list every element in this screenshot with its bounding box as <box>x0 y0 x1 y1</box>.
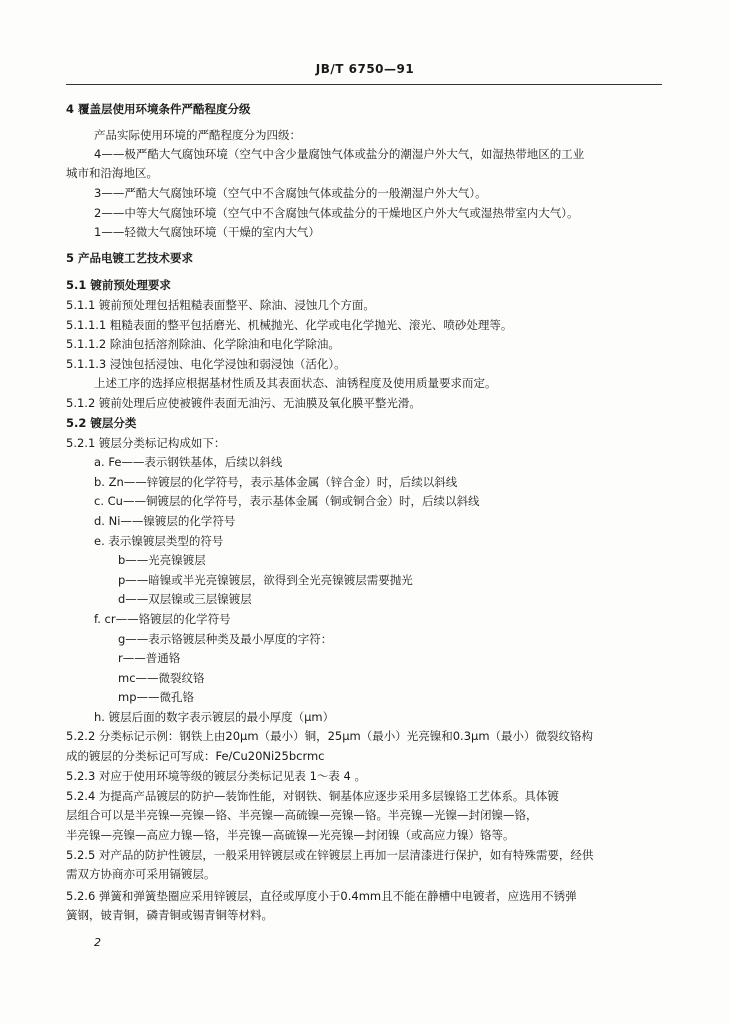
section-5-1-heading: 5.1 镀前预处理要求 <box>66 278 171 292</box>
section-4-heading: 4 覆盖层使用环境条件严酷程度分级 <box>66 102 251 116</box>
list-item: a. Fe——表示钢铁基体，后续以斜线 <box>94 455 283 469</box>
text-line: 5.2.3 对应于使用环境等级的镀层分类标记见表 1～表 4 。 <box>66 769 367 783</box>
text-line: 5.2.2 分类标记示例：钢铁上由20μm（最小）铜，25μm（最小）光亮镍和0.3μm（最小）微裂纹铬构 <box>66 729 594 743</box>
text-line: 4——极严酷大气腐蚀环境（空气中含少量腐蚀气体或盐分的潮湿户外大气，如湿热带地区的工业 <box>94 147 585 161</box>
text-line: 5.2.4 为提高产品镀层的防护—装饰性能，对钢铁、铜基体应逐步采用多层镍铬工艺体系。具体镀 <box>66 789 559 803</box>
text-line: 2——中等大气腐蚀环境（空气中不含腐蚀气体或盐分的干燥地区户外大气或湿热带室内大气）。 <box>94 206 579 220</box>
text-line: 5.2.5 对产品的防护性镀层，一般采用锌镀层或在锌镀层上再加一层清漆进行保护，如有特殊需要，经供 <box>66 848 594 862</box>
sub-list-item: b——光亮镍镀层 <box>118 553 206 567</box>
text-line: 5.1.1.2 除油包括溶剂除油、化学除油和电化学除油。 <box>66 337 340 351</box>
sub-list-item: mp——微孔铬 <box>118 690 195 704</box>
list-item: d. Ni——镍镀层的化学符号 <box>94 514 236 528</box>
text-line: 1——轻微大气腐蚀环境（干燥的室内大气） <box>94 225 320 239</box>
list-item: f. cr——铬镀层的化学符号 <box>94 612 231 626</box>
text-line: 3——严酷大气腐蚀环境（空气中不含腐蚀气体或盐分的一般潮湿户外大气）。 <box>94 186 487 200</box>
text-line: 5.1.1 镀前预处理包括粗糙表面整平、除油、浸蚀几个方面。 <box>66 298 375 312</box>
list-item: h. 镀层后面的数字表示镀层的最小厚度（μm） <box>94 710 335 724</box>
sub-list-item: r——普通铬 <box>118 651 181 665</box>
page-number: 2 <box>94 936 101 949</box>
text-line: 需双方协商亦可采用镉镀层。 <box>66 867 216 881</box>
text-line: 城市和沿海地区。 <box>66 166 158 180</box>
list-item: e. 表示镍镀层类型的符号 <box>94 534 224 548</box>
text-line: 上述工序的选择应根据基材性质及其表面状态、油锈程度及使用质量要求而定。 <box>94 376 497 390</box>
list-item: b. Zn——锌镀层的化学符号，表示基体金属（锌合金）时，后续以斜线 <box>94 475 458 489</box>
text-line: 产品实际使用环境的严酷程度分为四级： <box>94 128 301 142</box>
sub-list-item: mc——微裂纹铬 <box>118 671 205 685</box>
text-line: 成的镀层的分类标记可写成：Fe/Cu20Ni25bcrmc <box>66 749 325 763</box>
sub-list-item: d——双层镍或三层镍镀层 <box>118 592 252 606</box>
text-line: 5.2.6 弹簧和弹簧垫圈应采用锌镀层，直径或厚度小于0.4mm且不能在静槽中电镀者，应选用不锈弹 <box>66 889 577 903</box>
text-line: 簧钢，铍青铜，磷青铜或锡青铜等材料。 <box>66 908 273 922</box>
sub-list-item: p——暗镍或半光亮镍镀层，欲得到全光亮镍镀层需要抛光 <box>118 573 413 587</box>
section-5-heading: 5 产品电镀工艺技术要求 <box>66 251 194 265</box>
text-line: 5.1.1.3 浸蚀包括浸蚀、电化学浸蚀和弱浸蚀（活化）。 <box>66 357 346 371</box>
header-rule <box>66 84 662 85</box>
section-5-2-heading: 5.2 镀层分类 <box>66 416 137 430</box>
text-line: 5.1.2 镀前处理后应使被镀件表面无油污、无油膜及氧化膜平整光滑。 <box>66 396 421 410</box>
text-line: 层组合可以是半亮镍—亮镍—铬、半亮镍—高硫镍—亮镍—铬。半亮镍—光镍—封闭镍—铬， <box>66 808 538 822</box>
text-line: 5.2.1 镀层分类标记构成如下： <box>66 436 226 450</box>
sub-list-item: g——表示铬镀层种类及最小厚度的字符： <box>118 632 333 646</box>
text-line: 5.1.1.1 粗糙表面的整平包括磨光、机械抛光、化学或电化学抛光、滚光、喷砂处理等。 <box>66 318 513 332</box>
standard-number: JB/T 6750—91 <box>315 62 415 76</box>
text-line: 半亮镍—亮镍—高应力镍—铬，半亮镍—高硫镍—光亮镍—封闭镍（或高应力镍）铬等。 <box>66 828 515 842</box>
list-item: c. Cu——铜镀层的化学符号，表示基体金属（铜或铜合金）时，后续以斜线 <box>94 494 480 508</box>
